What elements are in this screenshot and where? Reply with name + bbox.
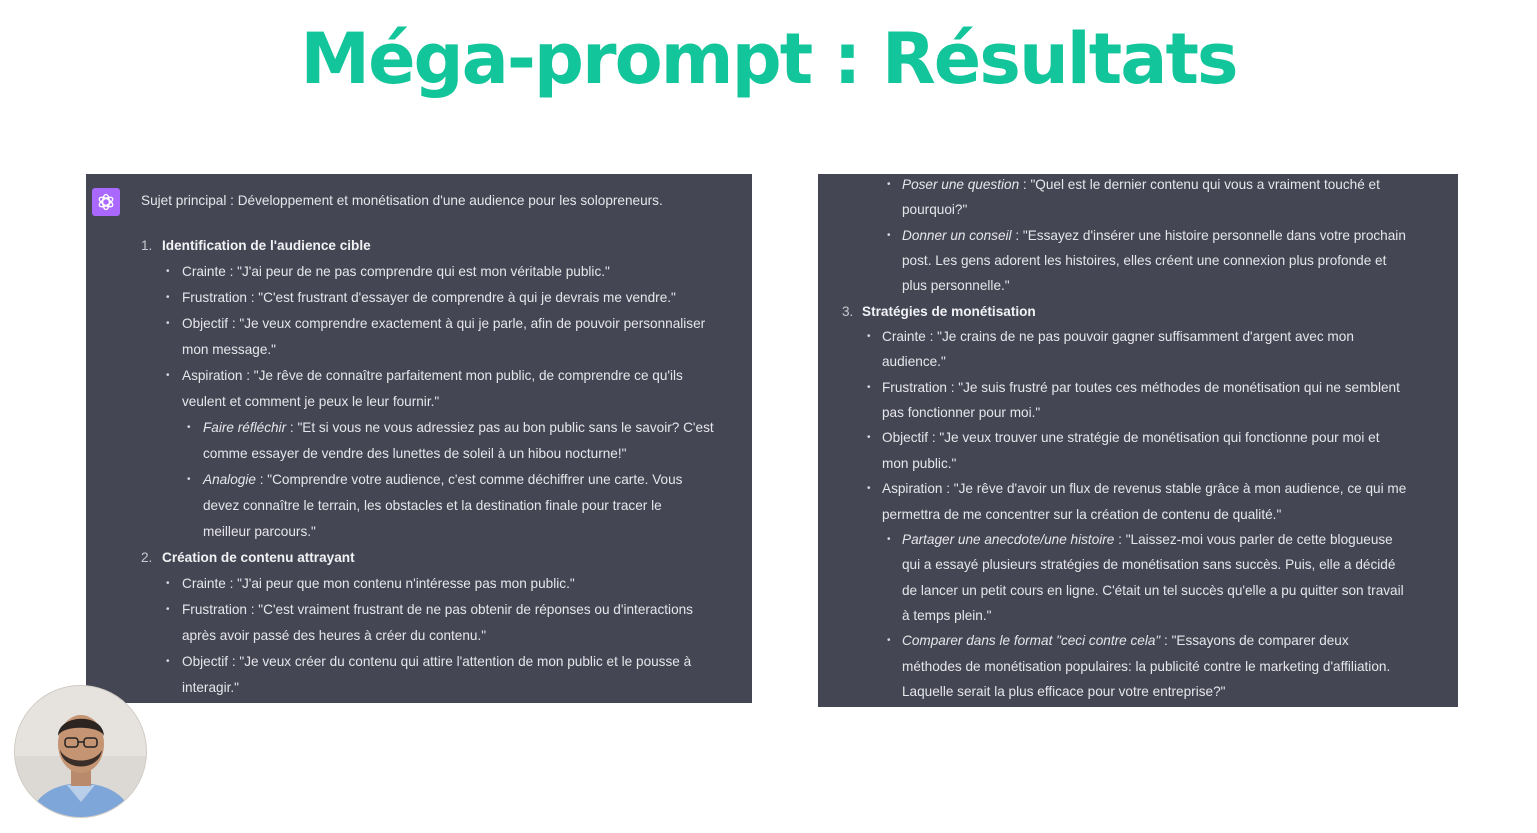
- bullet-icon: •: [187, 474, 191, 485]
- list-item-continued: audience.": [882, 354, 946, 369]
- bullet-icon: •: [166, 656, 170, 667]
- sub-item-label: Donner un conseil: [902, 228, 1012, 243]
- sub-list-item: [902, 175, 1380, 195]
- bullet-icon: •: [887, 230, 891, 241]
- list-item: Crainte : "J'ai peur que mon contenu n'intéresse pas mon public.": [182, 576, 575, 591]
- section-heading: Identification de l'audience cible: [162, 238, 371, 253]
- sub-item-text: : "Essayez d'insérer une histoire personnelle dans votre prochain: [1011, 228, 1406, 243]
- slide-title: Méga-prompt : Résultats: [300, 18, 1237, 100]
- list-item-continued: mon message.": [182, 342, 276, 357]
- list-item-continued: après avoir passé des heures à créer du contenu.": [182, 628, 487, 643]
- sub-list-item-continued: qui a essayé plusieurs stratégies de monétisation sans succès. Puis, elle a décidé: [902, 557, 1396, 572]
- sub-list-item-continued: devez connaître le terrain, les obstacles et la destination finale pour tracer le: [203, 498, 662, 513]
- sub-list-item-continued: comme essayer de vendre des lunettes de soleil à un hibou nocturne!": [203, 446, 627, 461]
- sub-item-label: Faire réfléchir: [203, 420, 287, 435]
- section-heading: Création de contenu attrayant: [162, 550, 355, 565]
- intro-text: Sujet principal : Développement et monétisation d'une audience pour les solopreneurs.: [141, 193, 663, 208]
- bullet-icon: •: [867, 432, 871, 443]
- sub-list-item-continued: Laquelle serait la plus efficace pour votre entreprise?": [902, 684, 1226, 699]
- sub-list-item: [902, 530, 1393, 550]
- bullet-icon: •: [867, 331, 871, 342]
- bullet-icon: •: [187, 422, 191, 433]
- list-item-continued: permettra de me concentrer sur la création de contenu de qualité.": [882, 507, 1282, 522]
- list-item: Crainte : "Je crains de ne pas pouvoir gagner suffisamment d'argent avec mon: [882, 329, 1354, 344]
- sub-item-text: : "Et si vous ne vous adressiez pas au bon public sans le savoir? C'est: [286, 420, 714, 435]
- sub-list-item-continued: plus personnelle.": [902, 278, 1010, 293]
- list-item: Crainte : "J'ai peur de ne pas comprendre qui est mon véritable public.": [182, 264, 610, 279]
- sub-item-text: : "Essayons de comparer deux: [1160, 633, 1349, 648]
- list-item: Frustration : "C'est frustrant d'essayer de comprendre à qui je devrais me vendre.": [182, 290, 676, 305]
- list-item-continued: interagir.": [182, 680, 239, 695]
- bullet-icon: •: [867, 483, 871, 494]
- sub-list-item: [203, 470, 682, 490]
- list-item-continued: mon public.": [882, 456, 957, 471]
- sub-list-item: [902, 226, 1406, 246]
- list-item-continued: pas fonctionner pour moi.": [882, 405, 1041, 420]
- list-item: Aspiration : "Je rêve de connaître parfaitement mon public, de comprendre ce qu'ils: [182, 368, 683, 383]
- sub-list-item-continued: à temps plein.": [902, 608, 992, 623]
- list-item: Aspiration : "Je rêve d'avoir un flux de revenus stable grâce à mon audience, ce qui me: [882, 481, 1407, 496]
- sub-list-item-continued: pourquoi?": [902, 202, 968, 217]
- sub-item-text: : "Comprendre votre audience, c'est comme déchiffrer une carte. Vous: [255, 472, 683, 487]
- sub-list-item-continued: meilleur parcours.": [203, 524, 316, 539]
- sub-list-item: [203, 418, 714, 438]
- sub-item-text: : "Quel est le dernier contenu qui vous a vraiment touché et: [1019, 177, 1380, 192]
- sub-list-item-continued: méthodes de monétisation populaires: la publicité contre le marketing d'affiliation.: [902, 659, 1391, 674]
- section-number: 3.: [842, 304, 854, 319]
- sub-item-label: Partager une anecdote/une histoire: [902, 532, 1115, 547]
- bullet-icon: •: [166, 318, 170, 329]
- bullet-icon: •: [166, 266, 170, 277]
- chat-response-panel-left: [86, 174, 752, 703]
- bullet-icon: •: [166, 578, 170, 589]
- sub-list-item-continued: post. Les gens adorent les histoires, elles créent une connexion plus profonde et: [902, 253, 1387, 268]
- bullet-icon: •: [166, 292, 170, 303]
- bullet-icon: •: [166, 604, 170, 615]
- bullet-icon: •: [867, 382, 871, 393]
- bullet-icon: •: [887, 635, 891, 646]
- list-item: Frustration : "Je suis frustré par toutes ces méthodes de monétisation qui ne semblent: [882, 380, 1400, 395]
- list-item: Objectif : "Je veux trouver une stratégie de monétisation qui fonctionne pour moi et: [882, 430, 1380, 445]
- sub-item-label: Poser une question: [902, 177, 1020, 192]
- sub-item-text: : "Laissez-moi vous parler de cette blogueuse: [1114, 532, 1393, 547]
- sub-list-item: [902, 631, 1349, 651]
- section-number: 2.: [141, 550, 153, 565]
- bullet-icon: •: [887, 534, 891, 545]
- openai-logo-icon: [92, 188, 120, 216]
- section-number: 1.: [141, 238, 153, 253]
- sub-item-label: Analogie: [203, 472, 256, 487]
- presenter-webcam: [14, 685, 147, 818]
- bullet-icon: •: [166, 370, 170, 381]
- list-item: Objectif : "Je veux créer du contenu qui attire l'attention de mon public et le pousse à: [182, 654, 692, 669]
- bullet-icon: •: [887, 179, 891, 190]
- section-heading: Stratégies de monétisation: [862, 304, 1036, 319]
- chat-response-panel-right: [818, 174, 1458, 707]
- list-item-continued: veulent et comment je peux le leur fournir.": [182, 394, 440, 409]
- list-item: Objectif : "Je veux comprendre exactement à qui je parle, afin de pouvoir personnaliser: [182, 316, 706, 331]
- sub-list-item-continued: de lancer un petit cours en ligne. C'était un tel succès qu'elle a pu quitter son travail: [902, 583, 1404, 598]
- list-item: Frustration : "C'est vraiment frustrant de ne pas obtenir de réponses ou d'interactions: [182, 602, 693, 617]
- sub-item-label: Comparer dans le format "ceci contre cela": [902, 633, 1161, 648]
